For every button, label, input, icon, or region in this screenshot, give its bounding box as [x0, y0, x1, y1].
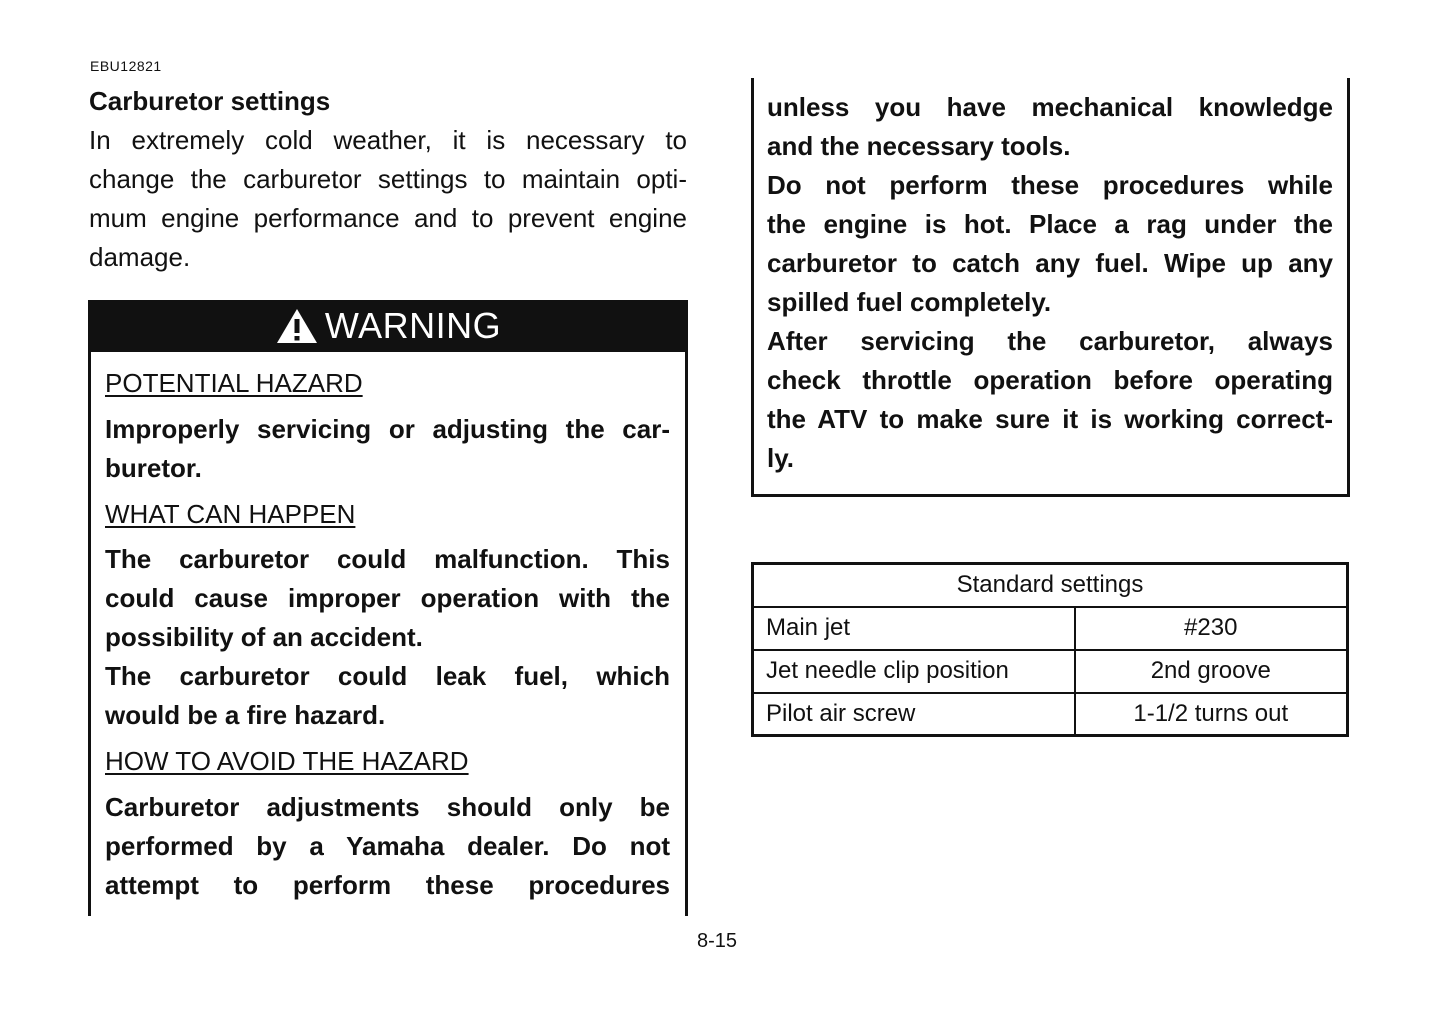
warning-text-line: spilled fuel completely.	[767, 287, 1052, 317]
setting-label: Pilot air screw	[753, 693, 1075, 736]
warning-text-line: The carburetor could leak fuel, which	[105, 661, 670, 691]
standard-settings-table	[751, 562, 1349, 737]
setting-value: 1-1/2 turns out	[1075, 693, 1348, 736]
table-row	[753, 693, 1348, 736]
warning-text-line: attempt to perform these procedures	[105, 870, 670, 900]
warning-header	[88, 300, 688, 352]
warning-text-line: and the necessary tools.	[767, 131, 1071, 161]
warning-text-line: unless you have mechanical knowledge	[767, 92, 1333, 122]
what-can-happen-heading: WHAT CAN HAPPEN	[105, 499, 356, 529]
warning-text-line: performed by a Yamaha dealer. Do not	[105, 831, 670, 861]
warning-text-line: Carburetor adjustments should only be	[105, 792, 670, 822]
warning-text-line: check throttle operation before operating	[767, 365, 1333, 395]
warning-text-line: the ATV to make sure it is working correct-	[767, 404, 1333, 434]
table-row	[753, 607, 1348, 650]
warning-title: WARNING	[324, 305, 502, 346]
setting-value: 2nd groove	[1075, 650, 1348, 693]
how-to-avoid-heading: HOW TO AVOID THE HAZARD	[105, 746, 469, 776]
setting-value: #230	[1075, 607, 1348, 650]
setting-label: Jet needle clip position	[753, 650, 1075, 693]
warning-text-line: would be a fire hazard.	[105, 700, 386, 730]
warning-text-line: could cause improper operation with the	[105, 583, 670, 613]
page-number: 8-15	[697, 930, 738, 952]
setting-label: Main jet	[753, 607, 1075, 650]
table-header: Standard settings	[753, 564, 1348, 607]
warning-triangle-icon	[275, 307, 319, 345]
potential-hazard-heading: POTENTIAL HAZARD	[105, 368, 363, 398]
warning-text-line: the engine is hot. Place a rag under the	[767, 209, 1333, 239]
warning-text-line: ly.	[767, 443, 794, 473]
warning-text-line: The carburetor could malfunction. This	[105, 544, 670, 574]
warning-text-line: Do not perform these procedures while	[767, 170, 1333, 200]
warning-text-line: Improperly servicing or adjusting the car-	[105, 414, 670, 444]
warning-text-line: carburetor to catch any fuel. Wipe up any	[767, 248, 1333, 278]
intro-text-line: mum engine performance and to prevent engine	[89, 203, 687, 233]
intro-text-line: change the carburetor settings to maintain opti-	[89, 164, 687, 194]
section-title: Carburetor settings	[89, 86, 331, 116]
intro-text-line: damage.	[89, 242, 191, 272]
warning-text-line: buretor.	[105, 453, 202, 483]
warning-text-line: possibility of an accident.	[105, 622, 423, 652]
warning-text-line: After servicing the carburetor, always	[767, 326, 1333, 356]
table-row	[753, 650, 1348, 693]
document-code: EBU12821	[90, 58, 162, 74]
intro-text-line: In extremely cold weather, it is necessary to	[89, 125, 687, 155]
